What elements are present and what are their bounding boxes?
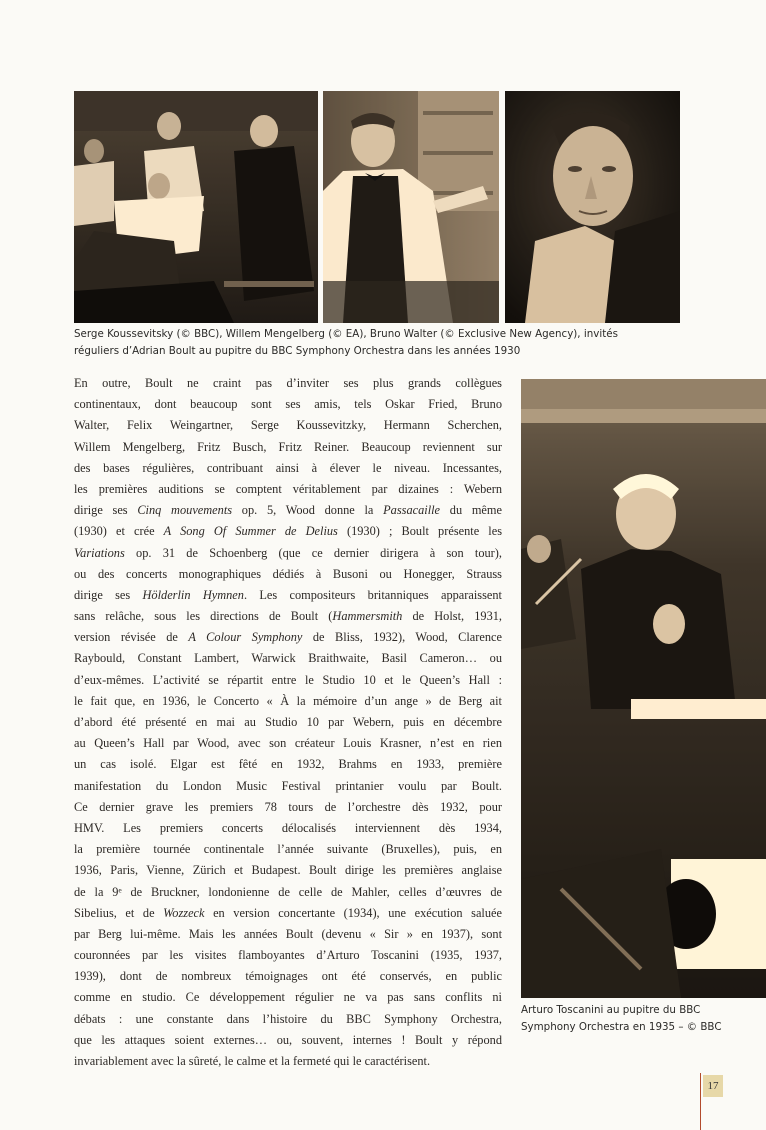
text-line [74,585,502,606]
text-segment: de Holst, 1931, [402,609,502,624]
text-line [74,1030,502,1051]
text-line [74,966,502,987]
italic-title: A Song Of Summer de Delius [163,524,338,539]
article-body [74,373,502,1072]
text-segment: débats : une constante dans l’histoire du BBC Symphony Orchestra, [74,1011,502,1026]
text-line [74,691,502,712]
italic-title: A Colour Symphony [188,630,303,645]
photo-mengelberg [323,91,499,323]
text-segment: du même [440,503,502,518]
text-line [74,458,502,479]
text-line [74,924,502,945]
text-segment: Sibelius, et de [74,905,164,920]
text-line [74,394,502,415]
text-line [74,564,502,585]
text-segment: d’eux-mêmes. L’activité se répartit entre le Studio 10 et le Queen’s Hall : [74,672,502,687]
text-segment: (1930) ; Boult présente les [337,524,502,539]
text-segment: la première tournée continentale l’année suivante (Bruxelles), puis, en [74,842,502,857]
page-edge-rule [700,1073,701,1130]
text-line [74,627,502,648]
text-segment: de la 9ᵉ de Bruckner, londonienne de celle de Mahler, celles d’œuvres de [74,884,502,899]
text-segment: . Les compositeurs britanniques apparaissent [243,587,502,602]
photo-koussevitsky [74,91,318,323]
italic-title: Passacaille [383,503,441,518]
text-line [74,521,502,542]
text-segment: En outre, Boult ne craint pas d’inviter ses plus grands collègues [74,376,502,390]
caption-line: Serge Koussevitsky (© BBC), Willem Mengelberg (© EA), Bruno Walter (© Exclusive New Agency), invités [74,328,618,340]
photo-toscanini [521,379,766,998]
text-line [74,733,502,754]
text-segment: op. 5, Wood donne la [232,503,384,518]
text-line [74,1009,502,1030]
text-line [74,797,502,818]
caption-line: Arturo Toscanini au pupitre du BBC [521,1004,701,1016]
text-line [74,670,502,691]
page-number: 17 [703,1075,723,1097]
text-segment: des bases régulières, contribuant ainsi à élever le niveau. Incessantes, [74,460,502,475]
text-line [74,818,502,839]
text-segment: les premières auditions se comptent véritablement par dizaines : Webern [74,481,502,496]
text-segment: comme en studio. Ce développement régulier ne va pas sans conflits ni [74,990,502,1005]
text-segment: version révisée de [74,630,189,645]
text-segment: HMV. Les premiers concerts délocalisés interviennent dès 1934, [74,820,502,835]
text-segment: le fait que, en 1936, le Concerto « À la mémoire d’un ange » de Berg ait [74,693,502,708]
italic-title: Hölderlin Hymnen [142,587,244,602]
text-segment: (1930) et crée [74,524,164,539]
text-line [74,987,502,1008]
text-segment: invariablement avec la sûreté, le calme et la fermeté qui le caractérisent. [74,1054,431,1068]
text-line [74,415,502,436]
text-line [74,543,502,564]
text-segment: manifestation du London Music Festival printanier voulu par Boult. [74,778,502,793]
italic-title: Cinq mouvements [137,503,233,518]
caption-line: réguliers d’Adrian Boult au pupitre du BBC Symphony Orchestra dans les années 1930 [74,345,521,357]
text-segment: un cas isolé. Elgar est fêté en 1932, Brahms en 1933, première [74,757,502,772]
italic-title: Hammersmith [332,609,403,624]
text-segment: op. 31 de Schoenberg (que ce dernier dirigera à son tour), [124,545,502,560]
text-segment: Walter, Felix Weingartner, Serge Koussevitzky, Hermann Scherchen, [74,418,502,433]
text-segment: dirige ses [74,587,143,602]
text-line [74,479,502,500]
text-segment: au Queen’s Hall par Wood, avec son créateur Louis Krasner, n’est en rien [74,736,502,751]
caption-line: Symphony Orchestra en 1935 – © BBC [521,1021,722,1033]
text-segment: ou des concerts monographiques dédiés à Busoni ou Honegger, Strauss [74,566,502,581]
text-line [74,860,502,881]
text-segment: dirige ses [74,503,138,518]
text-line [74,373,502,394]
text-line [74,754,502,775]
text-segment: par Berg lui-même. Mais les années Boult (devenu « Sir » en 1937), sont [74,926,502,941]
text-segment: 1939), dont de nombreux témoignages ont été conservés, en public [74,969,502,984]
text-line [74,776,502,797]
text-segment: que les attaques soient externes… ou, souvent, internes ! Boult y répond [74,1032,502,1047]
side-photo-caption [521,1002,761,1036]
text-segment: couronnées par les visites flamboyantes d’Arturo Toscanini (1935, 1937, [74,948,502,963]
text-segment: d’abord été présenté en mai au Studio 10 par Webern, puis en décembre [74,715,502,729]
text-line [74,839,502,860]
text-line [74,712,502,733]
text-segment: continentaux, dont beaucoup sont ses amis, tels Oskar Fried, Bruno [74,397,502,412]
text-segment: 1936, Paris, Vienne, Zürich et Budapest. Boult dirige les premières anglaise [74,863,502,878]
text-line [74,903,502,924]
text-segment: en version concertante (1934), une exécution saluée [204,905,502,920]
text-line [74,500,502,521]
top-photos-caption [74,326,694,360]
text-line [74,945,502,966]
text-segment: sans relâche, sous les directions de Boult ( [74,609,333,624]
text-line [74,648,502,669]
text-line [74,882,502,903]
text-segment: de Bliss, 1932), Wood, Clarence [302,630,502,645]
italic-title: Wozzeck [163,905,205,920]
text-line [74,606,502,627]
text-segment: Willem Mengelberg, Fritz Busch, Fritz Reiner. Beaucoup reviennent sur [74,439,502,454]
italic-title: Variations [74,545,125,560]
text-segment: Ce dernier grave les premiers 78 tours de l’orchestre dès 1932, pour [74,799,502,814]
text-segment: Raybould, Constant Lambert, Warwick Braithwaite, Basil Cameron… ou [74,651,502,666]
text-line [74,1051,502,1072]
text-line [74,437,502,458]
photo-bruno-walter [505,91,680,323]
